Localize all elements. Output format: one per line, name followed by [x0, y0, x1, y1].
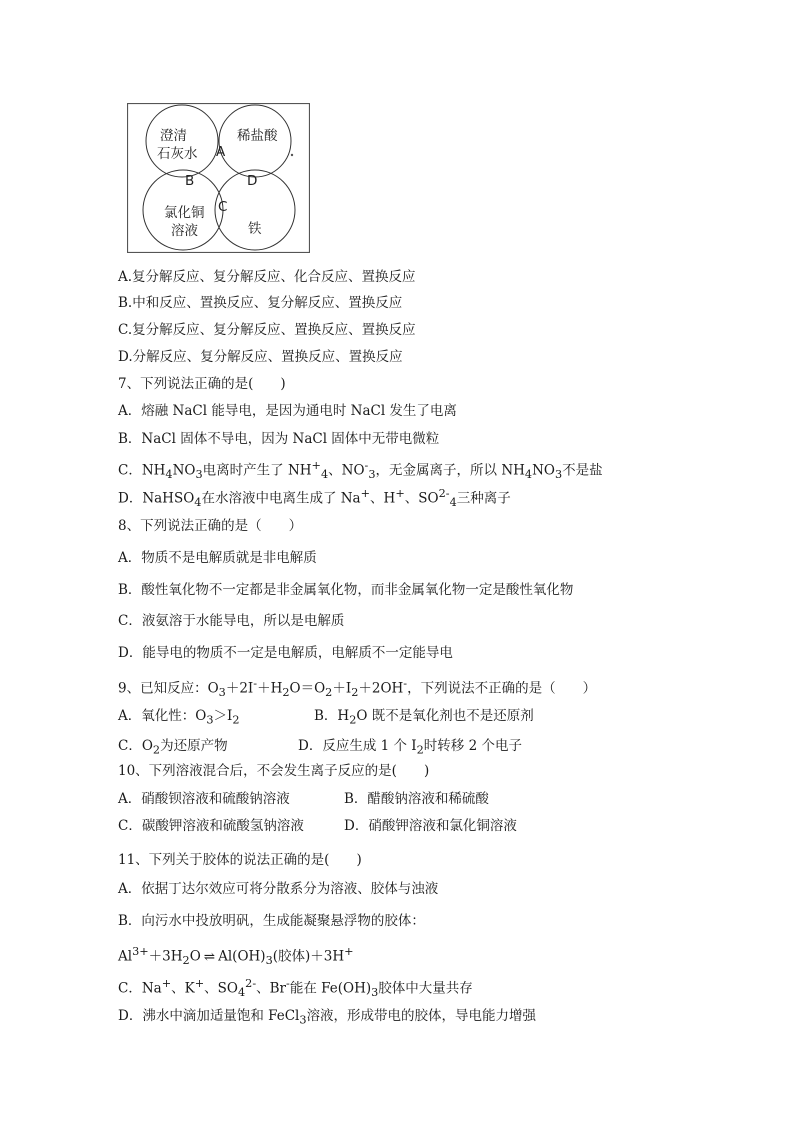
label-cucl2-2: 溶液: [171, 223, 198, 239]
q11-equation: $Al^{3+}+3H_2O$ ⇌ $Al(OH)_3$(胶体)＋3H+: [118, 945, 354, 968]
q10-option-b: B．醋酸钠溶液和稀硫酸: [344, 791, 489, 807]
q8-option-b: B．酸性氧化物不一定都是非金属氧化物，而非金属氧化物一定是酸性氧化物: [118, 582, 574, 598]
figure-frame: [128, 104, 310, 253]
label-limewater-2: 石灰水: [157, 146, 198, 162]
q7-option-d: D．NaHSO$_4$在水溶液中电离生成了 Na+、H+、$SO^{2-}_4$三种离子: [118, 487, 511, 510]
stray-dot: [291, 154, 293, 156]
four-circle-diagram: [127, 103, 310, 253]
q6-option-c: C.复分解反应、复分解反应、置换反应、置换反应: [118, 322, 416, 338]
label-limewater-1: 澄清: [160, 128, 187, 144]
q10-option-d: D．硝酸钾溶液和氯化铜溶液: [344, 818, 517, 834]
label-hcl: 稀盐酸: [237, 128, 278, 144]
q8-option-d: D．能导电的物质不一定是电解质，电解质不一定能导电: [118, 645, 453, 661]
q7-option-a: A．熔融 NaCl 能导电，是因为通电时 NaCl 发生了电离: [118, 403, 457, 419]
q11-option-d: D．沸水中滴加适量饱和 FeCl$_3$溶液，形成带电的胶体，导电能力增强: [118, 1008, 537, 1027]
q6-option-b: B.中和反应、置换反应、复分解反应、置换反应: [118, 295, 403, 311]
q9-stem: 9、已知反应：$O_3+2I^-+H_2O=O_2+I_2+2OH^-$，下列说法不正确的是（ ）: [118, 677, 597, 700]
q8-stem: 8、下列说法正确的是（ ）: [118, 518, 303, 534]
q8-option-c: C．液氨溶于水能导电，所以是电解质: [118, 613, 345, 629]
equilibrium-arrow-icon: ⇌: [203, 948, 216, 965]
q11-stem: 11、下列关于胶体的说法正确的是( ): [118, 852, 362, 868]
q9-option-d: D．反应生成 1 个 $I_2$时转移 2 个电子: [298, 738, 522, 757]
q7-stem: 7、下列说法正确的是( ): [118, 376, 286, 392]
q10-option-c: C．碳酸钾溶液和硫酸氢钠溶液: [118, 818, 304, 834]
q9-option-a: A．氧化性：$O_3>I_2$: [118, 708, 240, 727]
label-cucl2-1: 氯化铜: [164, 205, 205, 221]
q10-stem: 10、下列溶液混合后，不会发生离子反应的是( ): [118, 763, 430, 779]
q11-option-b: B．向污水中投放明矾，生成能凝聚悬浮物的胶体：: [118, 913, 425, 929]
q7-option-c: C．$NH_4NO_3$电离时产生了 $NH^+_4$、$NO^-_3$，无金属离子，所以 $NH_4NO_3$不是盐: [118, 459, 603, 482]
region-c: C: [218, 199, 228, 215]
q11-option-c: C．Na+、K+、$SO_4^{2-}$、Br-能在 $Fe(OH)_3$胶体中大量共存: [118, 977, 473, 1000]
region-a: A: [216, 144, 226, 160]
venn-figure: [127, 103, 310, 253]
q9-option-b: B．$H_2O$ 既不是氧化剂也不是还原剂: [314, 708, 534, 727]
q6-option-d: D.分解反应、复分解反应、置换反应、置换反应: [118, 349, 403, 365]
region-d: D: [247, 173, 258, 189]
region-b: B: [185, 173, 195, 189]
q11-option-a: A．依据丁达尔效应可将分散系分为溶液、胶体与浊液: [118, 881, 439, 897]
label-iron: 铁: [248, 221, 262, 237]
q8-option-a: A．物质不是电解质就是非电解质: [118, 550, 317, 566]
q7-option-b: B．NaCl 固体不导电，因为 NaCl 固体中无带电微粒: [118, 431, 440, 447]
q6-option-a: A.复分解反应、复分解反应、化合反应、置换反应: [118, 269, 416, 285]
q9-option-c: C．$O_2$为还原产物: [118, 738, 228, 757]
q10-option-a: A．硝酸钡溶液和硫酸钠溶液: [118, 791, 290, 807]
